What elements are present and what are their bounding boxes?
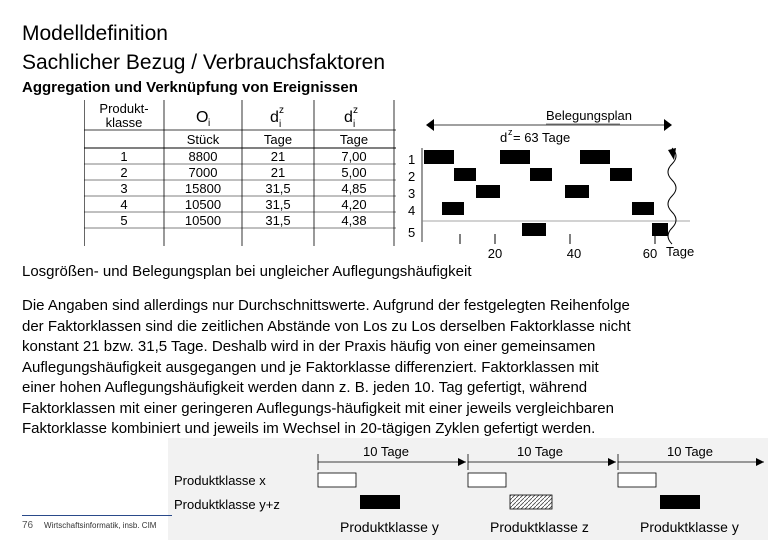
svg-text:3: 3 xyxy=(120,181,128,196)
header-di-sup: z xyxy=(353,105,358,116)
svg-text:31,5: 31,5 xyxy=(265,213,291,228)
title-line-1: Modelldefinition xyxy=(22,22,168,45)
legend-label: Produktklasse y xyxy=(340,519,439,535)
paragraph-line: einer hohen Auflegungshäufigkeit werden dann z. B. jeden 10. Tag gefertigt, während xyxy=(22,379,588,396)
dz-sup: z xyxy=(508,127,513,137)
legend-label: Produktklasse y xyxy=(640,519,739,535)
paragraph-line: der Faktorklassen sind die zeitlichen Abstände von Los zu Los derselben Faktorklasse nicht xyxy=(22,317,631,335)
table-row xyxy=(120,165,366,180)
header-o: O xyxy=(196,109,209,126)
plan-bar xyxy=(424,150,454,164)
svg-text:7000: 7000 xyxy=(188,165,218,180)
svg-text:7,00: 7,00 xyxy=(341,149,367,164)
plan-row-label: 3 xyxy=(408,186,416,201)
plan-row-label: 2 xyxy=(408,169,416,184)
unit-tage-1: Tage xyxy=(263,132,293,147)
paragraph-line: Faktorklassen mit einer geringeren Auflegungs-häufigkeit mit einer jeweils vergleichbaren xyxy=(22,399,614,417)
plan-row-label: 4 xyxy=(408,203,416,218)
x-box xyxy=(318,473,356,487)
svg-text:4: 4 xyxy=(120,197,128,212)
x-box xyxy=(468,473,506,487)
cycle-period-label: 10 Tage xyxy=(666,444,714,459)
plan-bar xyxy=(652,223,668,236)
unit-tage-2: Tage xyxy=(339,132,369,147)
cycle-period-label: 10 Tage xyxy=(362,444,410,459)
header-d-sup: z xyxy=(279,105,284,116)
svg-text:10500: 10500 xyxy=(184,197,222,212)
plan-row-label: 1 xyxy=(408,152,416,167)
plan-title: Belegungsplan xyxy=(546,108,633,123)
x-box xyxy=(618,473,656,487)
y-box xyxy=(360,495,400,509)
svg-text:15800: 15800 xyxy=(184,181,222,196)
y-box xyxy=(660,495,700,509)
svg-text:10500: 10500 xyxy=(184,213,222,228)
plan-row-label: 5 xyxy=(408,225,416,240)
paragraph-line: Faktorklasse kombiniert und jeweils im Wechsel in 20-tägigen Zyklen gefertigt werden. xyxy=(22,420,596,437)
plan-bar xyxy=(500,150,530,164)
belegungsplan-chart xyxy=(400,100,700,262)
plan-bar xyxy=(580,150,610,164)
svg-text:31,5: 31,5 xyxy=(265,181,291,196)
plan-bar xyxy=(530,168,552,181)
table-row xyxy=(120,197,366,212)
cycle-diagram xyxy=(168,438,768,540)
svg-text:5: 5 xyxy=(120,213,128,228)
header-di: d xyxy=(344,109,353,126)
plan-bar xyxy=(454,168,476,181)
paragraph-line: Auflegungshäufigkeit ausgegangen und je Faktorklasse differenziert. Faktorklassen mit xyxy=(22,358,599,376)
dz-value: = 63 Tage xyxy=(513,130,571,145)
row-label-yz: Produktklasse y+z xyxy=(174,497,280,512)
plan-x-axis-label: Tage xyxy=(666,244,695,259)
plan-bar xyxy=(442,202,464,215)
figure-caption: Losgrößen- und Belegungsplan bei ungleicher Auflegungshäufigkeit xyxy=(22,263,472,280)
plan-bar xyxy=(476,185,500,198)
svg-text:4,38: 4,38 xyxy=(341,213,367,228)
svg-text:2: 2 xyxy=(120,165,128,180)
table-row xyxy=(120,181,366,196)
svg-text:1: 1 xyxy=(120,149,128,164)
footer-text: Wirtschaftsinformatik, insb. CIM xyxy=(44,521,157,530)
cycle-period-label: 10 Tage xyxy=(516,444,564,459)
subtitle: Aggregation und Verknüpfung von Ereignissen xyxy=(22,79,358,96)
paragraph-line: Die Angaben sind allerdings nur Durchschnittswerte. Aufgrund der festgelegten Reihenfolge xyxy=(22,297,630,314)
plan-bar xyxy=(610,168,632,181)
arrow-left-icon xyxy=(426,119,434,131)
svg-text:31,5: 31,5 xyxy=(265,197,291,212)
arrow-right-icon xyxy=(664,119,672,131)
product-class-table xyxy=(84,100,396,246)
z-box xyxy=(510,495,552,509)
svg-text:4,20: 4,20 xyxy=(341,197,367,212)
title-line-2: Sachlicher Bezug / Verbrauchsfaktoren xyxy=(22,51,386,74)
plan-x-tick: 20 xyxy=(487,246,503,261)
row-label-x: Produktklasse x xyxy=(174,473,266,488)
body-paragraph xyxy=(22,296,767,440)
plan-x-tick: 40 xyxy=(566,246,582,261)
header-d-sub: i xyxy=(279,119,282,130)
paragraph-line: konstant 21 bzw. 31,5 Tage. Deshalb wird in der Praxis häufig von einer gemeinsamen xyxy=(22,338,596,355)
header-d: d xyxy=(270,109,279,126)
table-row xyxy=(120,149,366,164)
svg-text:21: 21 xyxy=(270,149,286,164)
plan-x-tick: 60 xyxy=(642,246,658,261)
svg-text:5,00: 5,00 xyxy=(341,165,367,180)
dz-label: d xyxy=(500,130,508,145)
footer-divider xyxy=(22,515,172,516)
svg-text:21: 21 xyxy=(270,165,286,180)
header-produkt: Produkt- xyxy=(99,101,149,116)
header-klasse: klasse xyxy=(105,115,143,130)
legend-label: Produktklasse z xyxy=(490,519,589,535)
svg-text:4,85: 4,85 xyxy=(341,181,367,196)
table-row xyxy=(120,213,366,228)
page-number: 76 xyxy=(22,520,34,531)
header-o-sub: i xyxy=(208,118,211,129)
plan-bar xyxy=(565,185,589,198)
header-di-sub: i xyxy=(353,119,356,130)
svg-text:8800: 8800 xyxy=(188,149,218,164)
plan-bar xyxy=(632,202,654,215)
plan-bar xyxy=(522,223,546,236)
unit-stueck: Stück xyxy=(186,132,220,147)
